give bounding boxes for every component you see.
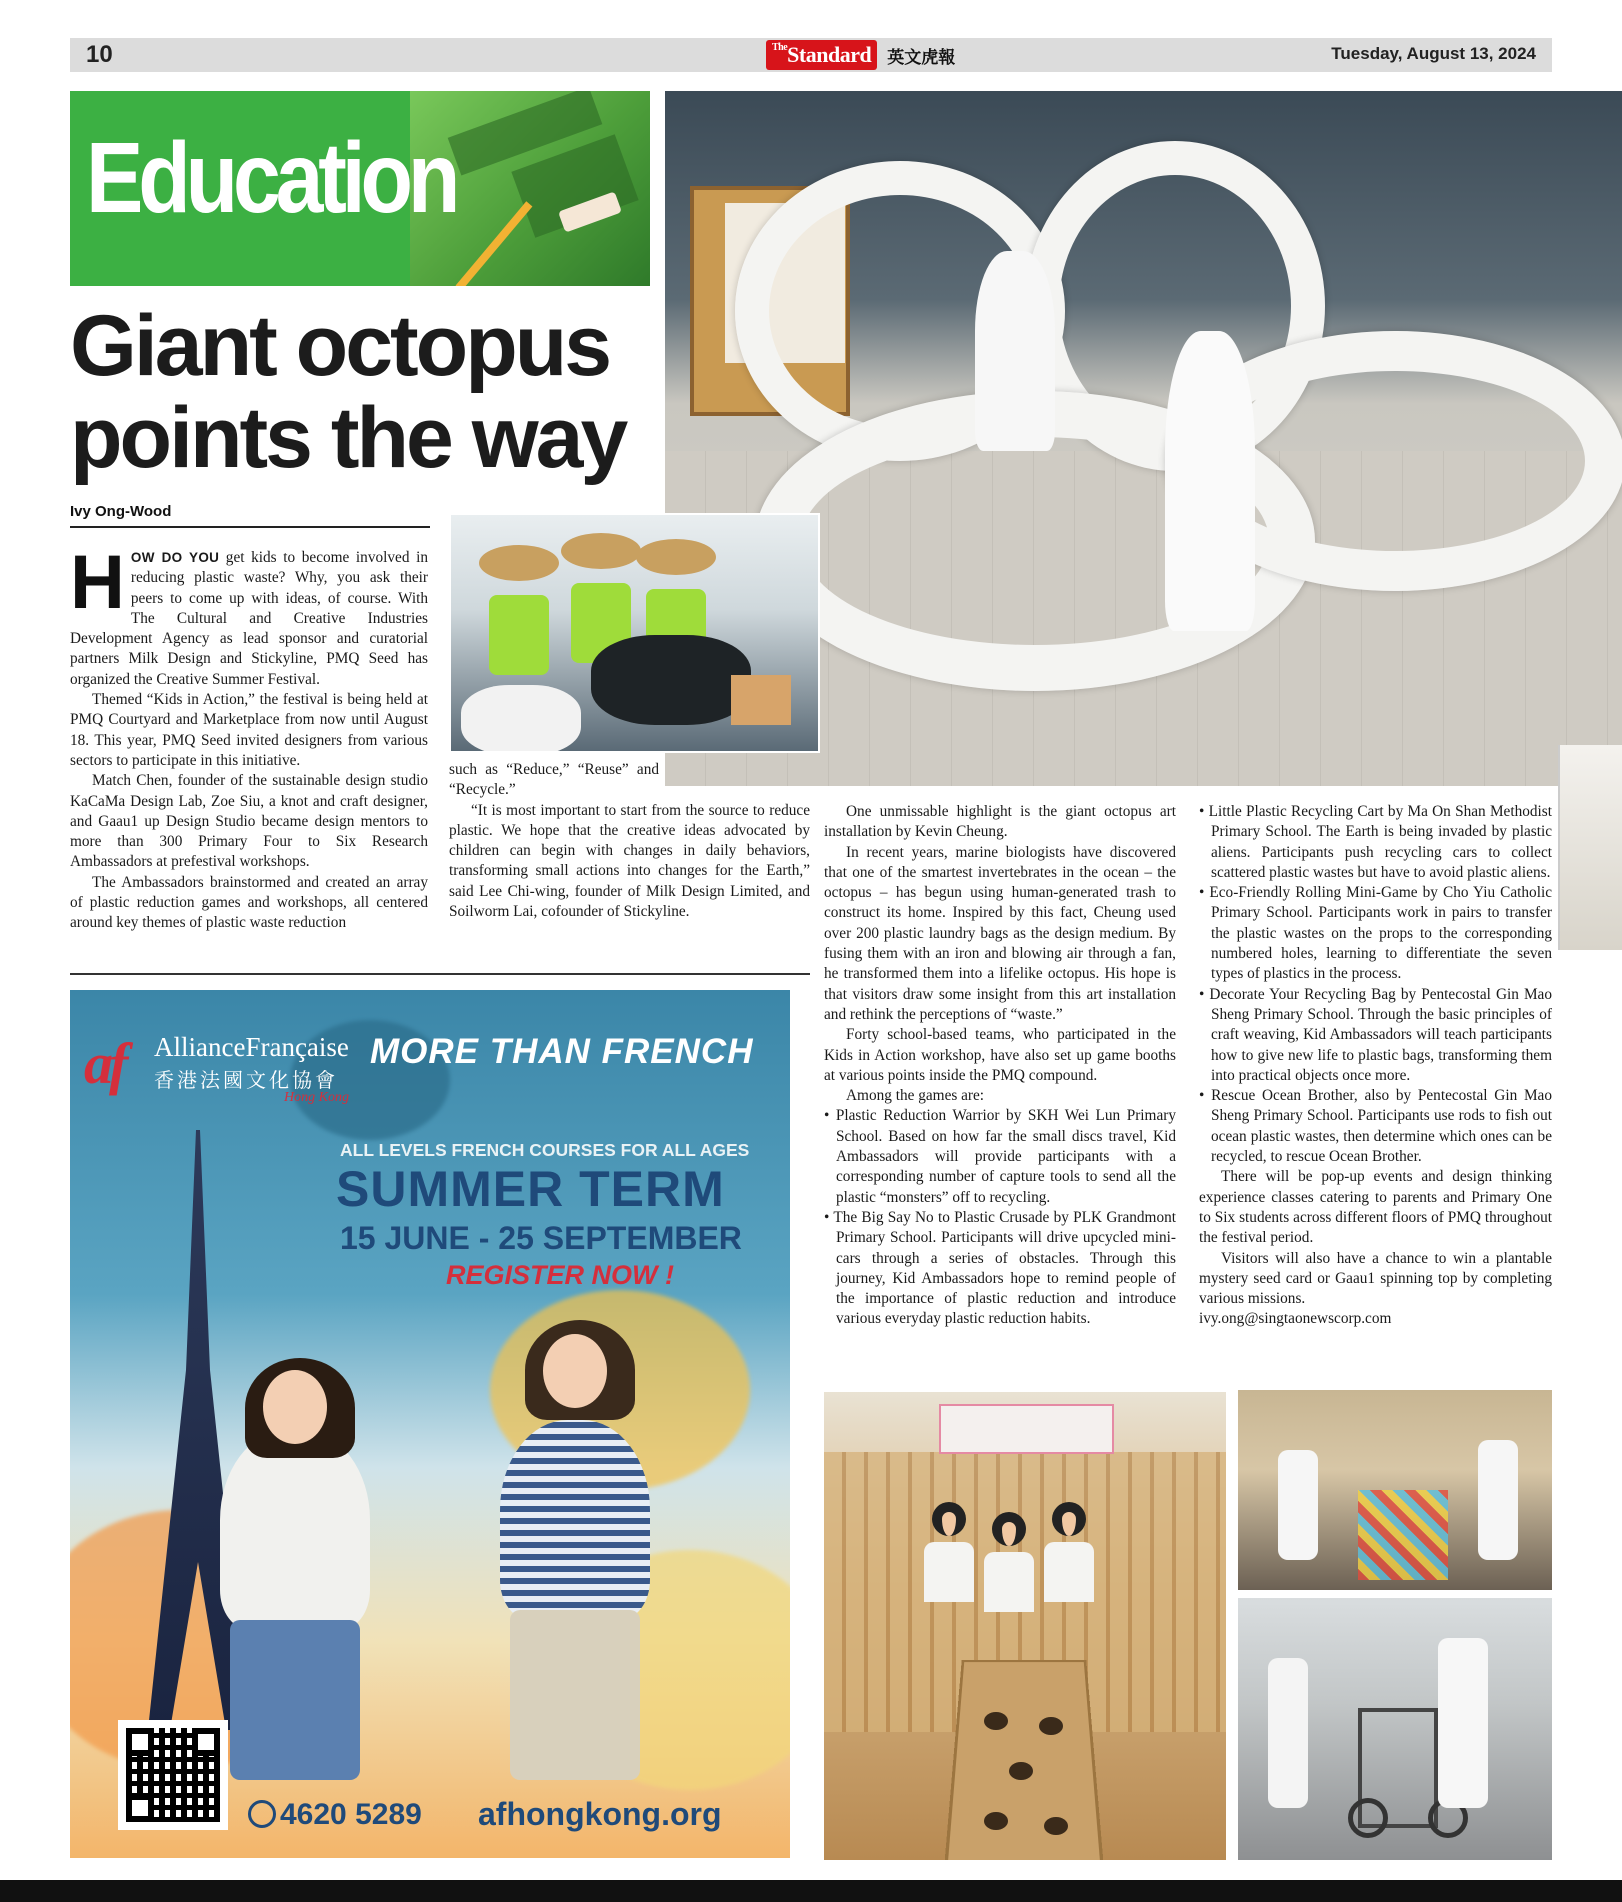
children-sorting-plastics-photo <box>449 513 820 753</box>
paragraph: One unmissable highlight is the giant octopus art installation by Kevin Cheung. <box>824 803 1176 841</box>
list-item: • Rescue Ocean Brother, also by Pentecostal Gin Mao Sheng Primary School. Participants use rods to fish out ocean plastic wastes, then determine which ones can be recycled, to rescue Ocean Brother. <box>1199 1087 1552 1166</box>
child-figure <box>975 251 1055 451</box>
advertisement-divider <box>70 973 810 975</box>
masthead <box>766 38 955 72</box>
article-column-4 <box>1199 802 1552 1330</box>
masthead-logo <box>766 40 877 70</box>
ad-course-levels: ALL LEVELS FRENCH COURSES FOR ALL AGES <box>340 1140 750 1160</box>
whatsapp-icon <box>248 1800 276 1828</box>
page-number: 10 <box>86 41 113 68</box>
alliance-francaise-logo <box>84 1022 410 1112</box>
game-board <box>944 1660 1104 1860</box>
drop-cap: H <box>70 540 125 625</box>
af-logo-mark: af <box>84 1031 125 1096</box>
masthead-chinese: 英文虎報 <box>887 47 956 68</box>
paragraph: There will be pop-up events and design thinking experience classes catering to parents and Primary One to Six students across different floors of PMQ throughout the festival period. <box>1199 1168 1552 1247</box>
quote-paragraph: “It is most important to start from the source to reduce plastic. We hope that the creative ideas advocated by children can begin with changes in daily behaviors, transforming small actions into changes for the Earth,” said Lee Chi-wing, founder of Milk Design Limited, and Soilworm Lai, cofounder of Stickyline. <box>449 801 810 921</box>
game-booth-photo <box>824 1392 1226 1860</box>
list-item: • Eco-Friendly Rolling Mini-Game by Cho Yiu Catholic Primary School. Participants work in pairs to transfer the plastic wastes on the props to the corresponding numbered holes, learning to differentiate the seven types of plastics in the process. <box>1199 884 1552 983</box>
list-item: • The Big Say No to Plastic Crusade by PLK Grandmont Primary School. Participants will drive upcycled mini-cars through a series of obstacles. Through this journey, Kid Ambassadors hope to remind people of the importance of plastic reduction and introduce various everyday plastic reduction habits. <box>824 1208 1176 1328</box>
booth-sign <box>939 1404 1114 1454</box>
side-photo-edge <box>1558 745 1622 950</box>
pencil-icon <box>456 201 533 286</box>
headline-line-1: Giant octopus <box>70 298 610 394</box>
girl-figure <box>220 1430 370 1630</box>
brand-name: AllianceFrançaise <box>154 1032 349 1062</box>
section-title: Education <box>86 122 456 234</box>
article-column-1 <box>70 540 428 934</box>
ad-website-link[interactable]: afhongkong.org <box>478 1796 722 1832</box>
masthead-logo-prefix: The <box>772 42 788 53</box>
article-column-2 <box>449 760 810 922</box>
article-column-3 <box>824 802 1176 1330</box>
masthead-logo-text: Standard <box>787 42 872 67</box>
brand-chinese: 香港法國文化協會 <box>154 1068 338 1092</box>
headline <box>70 300 660 484</box>
paragraph: Among the games are: <box>846 1087 985 1105</box>
page-header <box>70 38 1552 72</box>
page-footer-bar <box>0 1880 1622 1902</box>
kids-playing-game-photo <box>1238 1390 1552 1590</box>
byline-divider <box>70 526 430 528</box>
alliance-francaise-advertisement[interactable] <box>70 990 790 1858</box>
boy-figure <box>500 1420 650 1620</box>
list-item: • Little Plastic Recycling Cart by Ma On Shan Methodist Primary School. The Earth is being invaded by plastic aliens. Participants push recycling cars to collect scattered plastic wastes but have to avoid plastic aliens. <box>1199 803 1552 881</box>
headline-line-2: points the way <box>70 390 626 486</box>
paragraph: Themed “Kids in Action,” the festival is being held at PMQ Courtyard and Marketplace from now until August 18. This year, PMQ Seed invited designers from various sectors to participate in this initiative. <box>70 691 428 769</box>
ad-tagline: MORE THAN FRENCH <box>370 1032 754 1071</box>
section-banner <box>70 91 650 286</box>
paragraph: Visitors will also have a chance to win a plantable mystery seed card or Gaau1 spinning top by completing various missions. <box>1199 1249 1552 1308</box>
ad-phone[interactable] <box>248 1798 422 1832</box>
brand-city: Hong Kong <box>284 1090 349 1105</box>
paragraph: In recent years, marine biologists have discovered that one of the smartest invertebrates in the ocean – the octopus – has begun using human-generated trash to construct its home. Inspired by this fact, Cheung used over 200 plastic laundry bags as the design medium. By fusing them with an iron and blowing air through a fan, he transformed them into a lifelike octopus. His hope is that visitors draw some insight from this art installation and rethink the perceptions of “waste.” <box>824 843 1176 1023</box>
qr-code[interactable] <box>118 1720 228 1830</box>
list-item: • Plastic Reduction Warrior by SKH Wei Lun Primary School. Based on how far the small discs travel, Kid Ambassadors will provide participants with a corresponding number of capture tools to send all the plastic “monsters” off to recycling. <box>824 1107 1176 1206</box>
byline: Ivy Ong-Wood <box>70 503 172 520</box>
phone-number: 4620 5289 <box>280 1798 422 1831</box>
paragraph: Match Chen, founder of the sustainable design studio KaCaMa Design Lab, Zoe Siu, a knot and craft designer, and Gaau1 up Design Studio became design mentors to more than 300 Primary Four to Six Research Ambassadors at prefestival workshops. <box>70 772 428 871</box>
lead-paragraph <box>70 540 428 690</box>
list-item: • Decorate Your Recycling Bag by Pentecostal Gin Mao Sheng Primary School. Through the basic principles of craft weaving, Kid Ambassadors will teach participants how to give new life to plastic bags, transforming them into practical objects once more. <box>1199 985 1552 1084</box>
ad-register-cta[interactable]: REGISTER NOW ! <box>446 1260 674 1290</box>
lead-caps: OW DO YOU <box>130 550 220 565</box>
ad-term-title: SUMMER TERM <box>336 1161 725 1217</box>
ad-term-dates: 15 JUNE - 25 SEPTEMBER <box>340 1220 742 1256</box>
issue-date: Tuesday, August 13, 2024 <box>1331 44 1536 63</box>
child-figure <box>1165 331 1255 631</box>
author-email[interactable]: ivy.ong@singtaonewscorp.com <box>1199 1310 1392 1328</box>
paragraph: The Ambassadors brainstormed and created an array of plastic reduction games and workshops, all centered around key themes of plastic waste reduction <box>70 873 428 932</box>
recycling-cart-photo <box>1238 1598 1552 1860</box>
paragraph: Forty school-based teams, who participated in the Kids in Action workshop, have also set up game booths at various points inside the PMQ compound. <box>824 1026 1176 1084</box>
lead-text: get kids to become involved in reducing plastic waste? Why, you ask their peers to come up with ideas, of course. With The Cultural and Creative Industries Development Agency as lead sponsor and curatorial partners Milk Design and Stickyline, PMQ Seed has organized the Creative Summer Festival. <box>70 549 428 688</box>
paragraph: such as “Reduce,” “Reuse” and “Recycle.” <box>449 761 659 799</box>
